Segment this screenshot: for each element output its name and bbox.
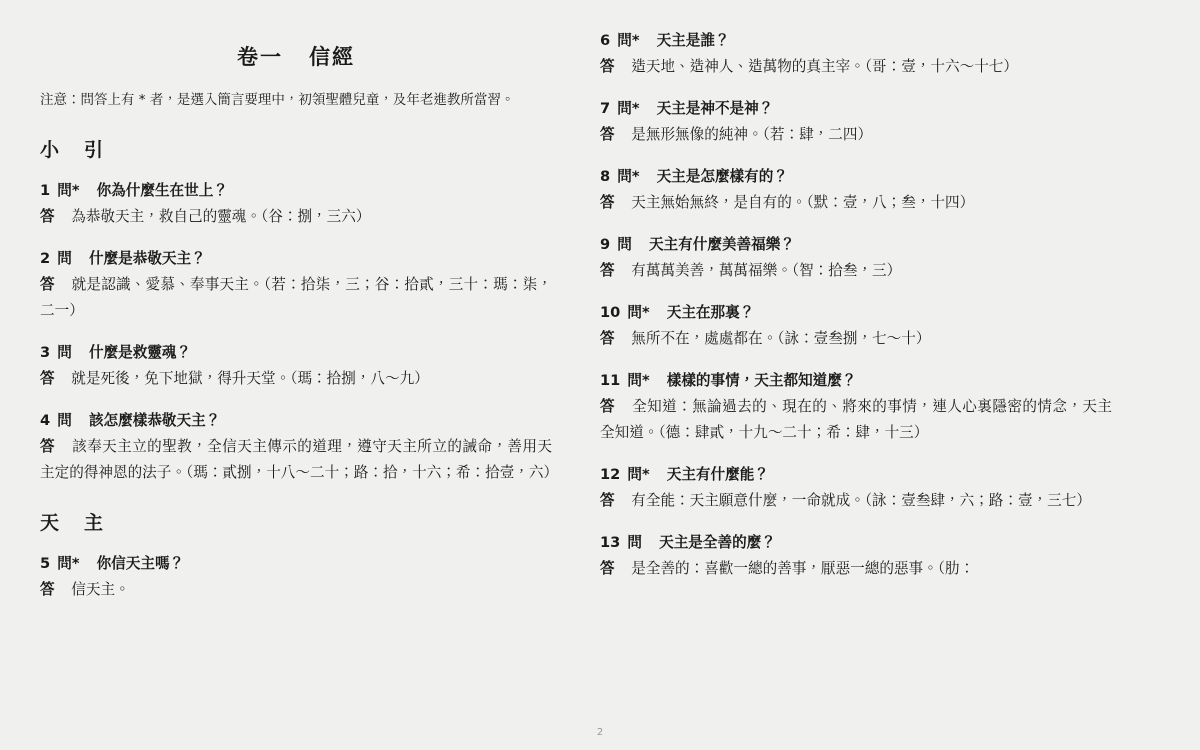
question-text: 天主是全善的麼？: [659, 533, 776, 551]
answer-label: 答: [40, 437, 56, 455]
left-column: [40, 28, 559, 619]
question-number: 11: [600, 371, 621, 389]
question-number: 13: [600, 533, 621, 551]
page-number: 2: [596, 727, 604, 738]
question-line: [600, 96, 1112, 122]
question-line: [600, 164, 1112, 190]
answer-label: 答: [600, 125, 615, 143]
qa-item: [600, 96, 1112, 148]
question-label: 問: [57, 343, 72, 361]
answer-label: 答: [40, 275, 55, 293]
answer-line: [40, 272, 552, 324]
question-text: 天主有什麼能？: [666, 465, 769, 483]
question-number: 4: [40, 411, 51, 429]
question-number: 9: [600, 235, 611, 253]
question-label: 問*: [57, 181, 80, 199]
question-number: 5: [40, 554, 51, 572]
qa-item: [40, 246, 552, 324]
question-text: 天主有什麼美善福樂？: [648, 235, 795, 253]
question-number: 6: [600, 32, 611, 49]
page-title: [40, 44, 552, 71]
question-label: 問*: [617, 99, 640, 117]
question-number: 12: [600, 465, 621, 483]
section-heading-intro: 小 引: [40, 138, 107, 161]
question-label: 問*: [627, 303, 650, 321]
answer-text: 是無形無像的純神。（若：肆，二四）: [631, 125, 873, 143]
answer-label: 答: [40, 369, 55, 387]
answer-line: [600, 394, 1112, 446]
question-text: 天主在那裏？: [666, 303, 755, 321]
answer-text: 天主無始無終，是自有的。（默：壹，八；叁，十四）: [631, 193, 975, 211]
question-label: 問*: [617, 167, 640, 185]
question-line: [600, 28, 1112, 54]
answer-label: 答: [600, 57, 615, 75]
qa-item: [600, 300, 1112, 352]
question-line: [40, 246, 552, 272]
qa-item: [600, 164, 1112, 216]
question-text: 天主是怎麼樣有的？: [656, 167, 788, 185]
qa-item: [40, 340, 552, 392]
answer-line: [40, 366, 552, 392]
editor-note: 注意：問答上有 * 者，是選入簡言要理中，初領聖體兒童，及年老進教所當習。: [40, 92, 515, 109]
qa-item: [600, 530, 1112, 582]
question-text: 樣樣的事情，天主都知道麼？: [666, 371, 857, 389]
question-label: 問: [57, 249, 72, 267]
answer-line: [40, 204, 552, 230]
question-label: 問*: [57, 554, 80, 572]
question-text: 什麼是救靈魂？: [88, 343, 192, 361]
answer-text: 全知道：無論過去的、現在的、將來的事情，連人心裏隱密的情念，天主全知道。（德：肆貳，十九～二十；希：肆，十三）: [600, 397, 1112, 441]
qa-item: [600, 232, 1112, 284]
answer-text: 有全能：天主願意什麼，一命就成。（詠：壹叁肆，六；路：壹，三七）: [631, 491, 1091, 509]
question-text: 該怎麼樣恭敬天主？: [88, 411, 221, 429]
question-label: 問*: [627, 465, 650, 483]
question-line: [600, 368, 1112, 394]
question-label: 問: [57, 411, 72, 429]
answer-text: 造天地、造神人、造萬物的真主宰。（哥：壹，十六～十七）: [631, 57, 1018, 75]
question-text: 什麼是恭敬天主？: [88, 249, 206, 267]
answer-line: [600, 122, 1112, 148]
question-text: 天主是神不是神？: [656, 99, 774, 117]
answer-line: [600, 190, 1112, 216]
question-number: 8: [600, 167, 611, 185]
answer-label: 答: [600, 193, 615, 211]
question-label: 問*: [617, 32, 640, 49]
answer-text: 是全善的：喜歡一總的善事，厭惡一總的惡事。（肋：: [631, 559, 975, 577]
answer-line: [600, 326, 1112, 352]
answer-text: 為恭敬天主，救自己的靈魂。（谷：捌，三六）: [71, 207, 371, 225]
question-number: 3: [40, 343, 51, 361]
question-line: [600, 462, 1112, 488]
page-title-sub: 信經: [309, 45, 355, 69]
answer-text: 有萬萬美善，萬萬福樂。（智：拾叁，三）: [631, 261, 902, 279]
question-line: [40, 340, 552, 366]
answer-label: 答: [600, 261, 615, 279]
answer-line: [600, 556, 1112, 582]
question-line: [600, 530, 1112, 556]
question-text: 天主是誰？: [656, 32, 730, 49]
qa-item: [40, 408, 559, 486]
section-heading-god: 天 主: [40, 511, 107, 534]
qa-item: [600, 462, 1112, 514]
question-number: 1: [40, 181, 51, 199]
answer-label: 答: [600, 329, 615, 347]
answer-line: [40, 434, 559, 486]
answer-line: [600, 54, 1112, 80]
question-line: [40, 551, 552, 577]
qa-item: [600, 368, 1112, 446]
question-line: [40, 178, 552, 204]
answer-label: 答: [600, 491, 615, 509]
question-label: 問*: [627, 371, 650, 389]
question-text: 你為什麼生在世上？: [96, 181, 228, 199]
answer-text: 就是認識、愛慕、奉事天主。（若：拾柒，三；谷：拾貳，三十：瑪：柒，二一）: [40, 275, 553, 319]
answer-label: 答: [600, 559, 615, 577]
question-text: 你信天主嗎？: [96, 554, 185, 572]
question-number: 7: [600, 99, 611, 117]
qa-item: [40, 551, 552, 603]
right-column: [600, 28, 1112, 597]
question-number: 2: [40, 249, 51, 267]
qa-item: [600, 28, 1112, 80]
answer-label: 答: [600, 397, 616, 415]
two-column-layout: [40, 28, 1160, 619]
answer-label: 答: [40, 207, 55, 225]
question-number: 10: [600, 303, 621, 321]
answer-text: 該奉天主立的聖教，全信天主傳示的道理，遵守天主所立的誡命，善用天主定的得神恩的法子。（瑪：貳捌，十八～二十；路：拾，十六；希：拾壹，六）: [40, 437, 559, 481]
question-line: [600, 232, 1112, 258]
answer-line: [600, 488, 1112, 514]
page-title-main: 卷一: [237, 45, 283, 69]
question-line: [40, 408, 552, 434]
answer-line: [600, 258, 1112, 284]
answer-text: 無所不在，處處都在。（詠：壹叁捌，七～十）: [631, 329, 931, 347]
question-line: [600, 300, 1112, 326]
answer-text: 就是死後，免下地獄，得升天堂。（瑪：拾捌，八～九）: [71, 369, 429, 387]
question-label: 問: [617, 235, 632, 253]
question-label: 問: [627, 533, 643, 551]
answer-line: [40, 577, 552, 603]
qa-item: [40, 178, 552, 230]
answer-label: 答: [40, 580, 55, 598]
answer-text: 信天主。: [71, 580, 130, 598]
